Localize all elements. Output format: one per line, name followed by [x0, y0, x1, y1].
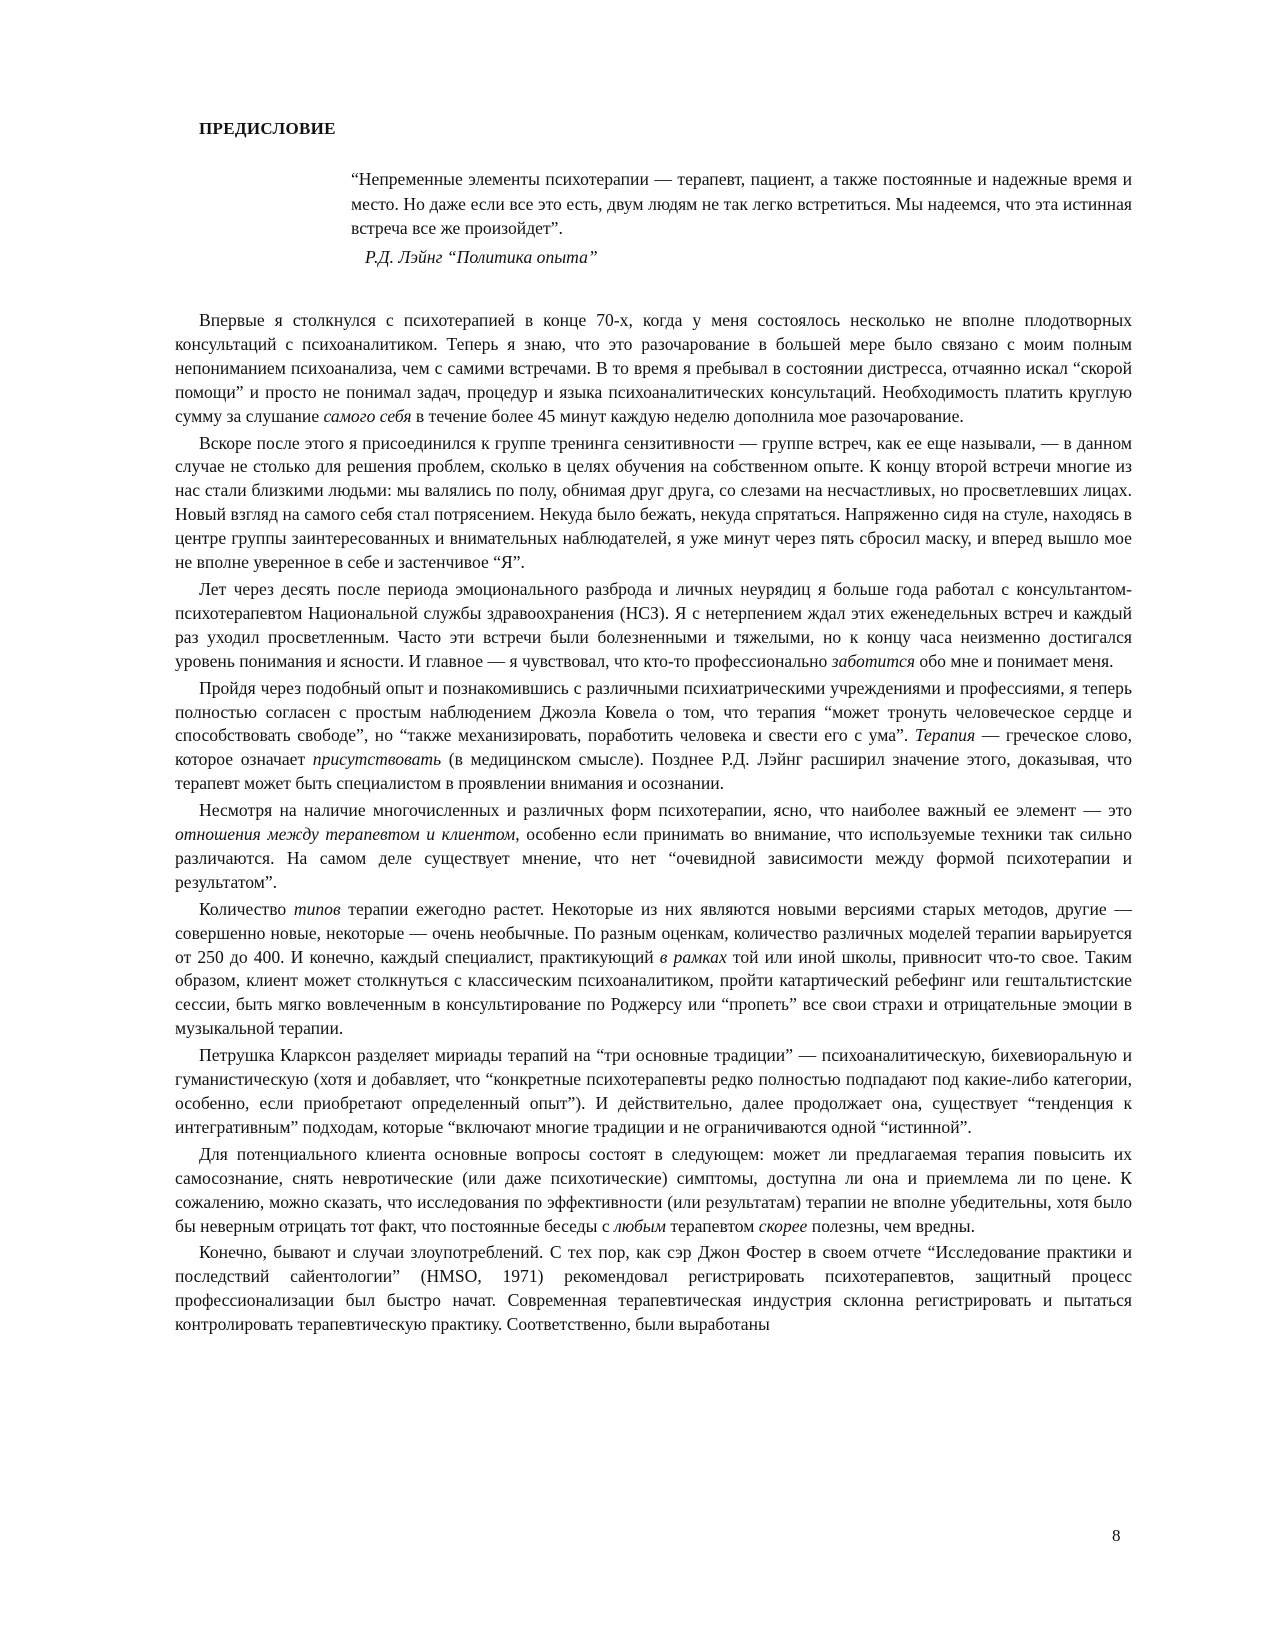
document-page [175, 118, 1132, 1340]
paragraph-1: Впервые я столкнулся с психотерапией в конце 70-х, когда у меня состоялось несколько не вполне плодотворных консультаций с психоаналитиком. Теперь я знаю, что это разочарование в большей мере было связано с моим полным непониманием психоанализа, чем с самими встречами. В то время я пребывал в состоянии дистресса, отчаянно искал “скорой помощи” и просто не понимал задач, процедур и языка психоаналитических консультаций. Необходимость платить круглую сумму за слушание самого себя в течение более 45 минут каждую неделю дополнила мое разочарование. [175, 310, 1132, 426]
paragraph-6: Количество типов терапии ежегодно растет. Некоторые из них являются новыми версиями старых методов, другие — совершенно новые, некоторые — очень необычные. По разным оценкам, количество различных моделей терапии варьируется от 250 до 400. И конечно, каждый специалист, практикующий в рамках той или иной школы, привносит что-то свое. Таким образом, клиент может столкнуться с классическим психоаналитиком, пройти катартический ребефинг или гештальтистские сессии, быть мягко вовлеченным в консультирование по Роджерсу или “пропеть” все свои страхи и отрицательные эмоции в музыкальной терапии. [175, 898, 1133, 1039]
paragraph-2: Вскоре после этого я присоединился к группе тренинга сензитивности — группе встреч, как ее еще называли, — в данном случае не столько для решения проблем, сколько в целях обучения на собственном опыте. К концу второй встречи многие из нас стали близкими людьми: мы валялись по полу, обнимая друг друга, со слезами на несчастливых, но просветлевших лицах. Новый взгляд на самого себя стал потрясением. Некуда было бежать, некуда спрятаться. Напряженно сидя на стуле, находясь в центре группы заинтересованных и внимательных наблюдателей, я уже минут через пять сбросил маску, и вперед вышло мое не вполне уверенное в себе и застенчивое “Я”. [175, 432, 1132, 573]
emphasis: скорее [758, 1215, 808, 1236]
body-text [175, 309, 1132, 1337]
epigraph-quote: “Непременные элементы психотерапии — терапевт, пациент, а также постоянные и надежные время и место. Но даже если все это есть, двум людям не так легко встретиться. Мы надеемся, что эта истинная встреча все же произойдет”. [351, 169, 1132, 238]
paragraph-4: Пройдя через подобный опыт и познакомившись с различными психиатрическими учреждениями и профессиями, я теперь полностью согласен с простым наблюдением Джоэла Ковела о том, что терапия “может тронуть человеческое сердце и способствовать свободе”, но “также механизировать, поработить человека и свести его с ума”. Терапия — греческое слово, которое означает присутствовать (в медицинском смысле). Позднее Р.Д. Лэйнг расширил значение этого, доказывая, что терапевт может быть специалистом в проявлении внимания и осознании. [175, 677, 1133, 794]
emphasis: Терапия [914, 725, 976, 746]
epigraph-attribution: Р.Д. Лэйнг “Политика опыта” [365, 246, 598, 267]
page-title: ПРЕДИСЛОВИЕ [199, 119, 336, 138]
emphasis: отношения между терапевтом и клиентом [175, 824, 516, 845]
emphasis: типов [293, 898, 341, 919]
emphasis: самого себя [323, 405, 412, 426]
paragraph-3: Лет через десять после периода эмоционального разброда и личных неурядиц я больше года работал с консультантом-психотерапевтом Национальной службы здравоохранения (НСЗ). Я с нетерпением ждал этих еженедельных встреч и каждый раз уходил просветленным. Часто эти встречи были болезненными и тяжелыми, но к концу часа неизменно достигался уровень понимания и ясности. И главное — я чувствовал, что кто-то профессионально заботится обо мне и понимает меня. [175, 578, 1132, 671]
paragraph-9: Конечно, бывают и случаи злоупотреблений. С тех пор, как сэр Джон Фостер в своем отчете “Исследование практики и последствий сайентологии” (HMSO, 1971) рекомендовал регистрировать психотерапевтов, защитный процесс профессионализации был быстро начат. Современная терапевтическая индустрия склонна регистрировать и пытаться контролировать терапевтическую практику. Соответственно, были выработаны [175, 1242, 1132, 1335]
emphasis: любым [614, 1215, 666, 1236]
epigraph [351, 167, 1132, 269]
page-number: 8 [1112, 1526, 1121, 1545]
emphasis: в рамках [659, 946, 727, 967]
paragraph-5: Несмотря на наличие многочисленных и различных форм психотерапии, ясно, что наиболее важный ее элемент — это отношения между терапевтом и клиентом, особенно если принимать во внимание, что используемые техники так сильно различаются. На самом деле существует мнение, что нет “очевидной зависимости между формой психотерапии и результатом”. [175, 800, 1132, 892]
paragraph-8: Для потенциального клиента основные вопросы состоят в следующем: может ли предлагаемая терапия повысить их самосознание, снять невротические (или даже психотические) симптомы, доступна ли она и приемлема ли по цене. К сожалению, можно сказать, что исследования по эффективности (или результатам) терапии не вполне убедительны, хотя было бы неверным отрицать тот факт, что постоянные беседы с любым терапевтом скорее полезны, чем вредны. [175, 1143, 1132, 1236]
emphasis: присутствовать [312, 749, 442, 770]
paragraph-7: Петрушка Кларксон разделяет мириады терапий на “три основные традиции” — психоаналитическую, бихевиоральную и гуманистическую (хотя и добавляет, что “конкретные психотерапевты редко полностью подпадают под какие-либо категории, особенно, если приобретают определенный опыт”). И действительно, далее продолжает она, существует “тенденция к интегративным” подходам, которые “включают многие традиции и не ограничиваются одной “истинной”. [175, 1045, 1132, 1137]
emphasis: заботится [831, 650, 916, 671]
